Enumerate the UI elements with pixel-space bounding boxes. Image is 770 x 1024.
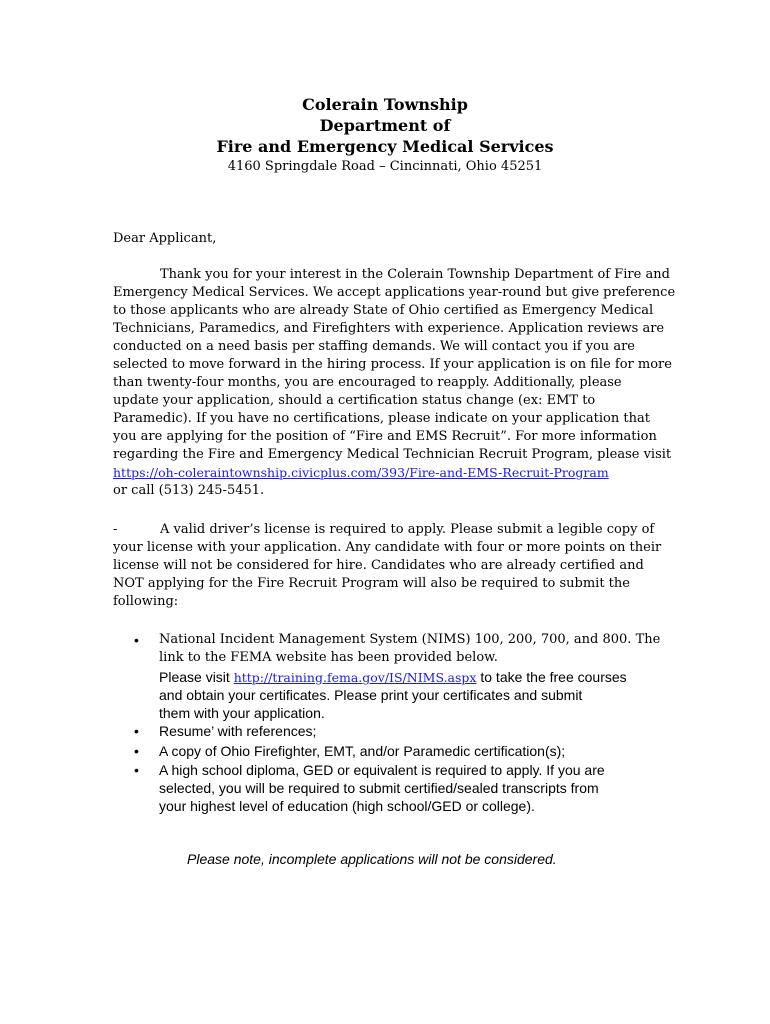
diploma-line-3: your highest level of education (high school/GED or college). bbox=[159, 798, 535, 814]
header-address: 4160 Springdale Road – Cincinnati, Ohio 45251 bbox=[227, 159, 543, 174]
nims-line-2: link to the FEMA website has been provided below. bbox=[159, 650, 498, 665]
paragraph-1-line: Emergency Medical Services. We accept applications year-round but give preference bbox=[113, 285, 676, 300]
incomplete-note: Please note, incomplete applications will not be considered. bbox=[187, 851, 557, 867]
paragraph-2-line: NOT applying for the Fire Recruit Program will also be required to submit the bbox=[113, 576, 630, 591]
paragraph-1-line: regarding the Fire and Emergency Medical Technician Recruit Program, please visit bbox=[113, 447, 672, 462]
bullet-dot: • bbox=[134, 743, 139, 759]
salutation: Dear Applicant, bbox=[113, 231, 217, 246]
header-line-1: Colerain Township bbox=[302, 95, 468, 114]
diploma-line-2: selected, you will be required to submit certified/sealed transcripts from bbox=[159, 780, 599, 796]
paragraph-1-line: than twenty-four months, you are encouraged to reapply. Additionally, please bbox=[113, 375, 622, 390]
paragraph-2-line: A valid driver’s license is required to apply. Please submit a legible copy of bbox=[160, 522, 655, 537]
paragraph-1-line: to those applicants who are already State of Ohio certified as Emergency Medical bbox=[113, 303, 654, 318]
fema-link[interactable]: http://training.fema.gov/IS/NIMS.aspx bbox=[233, 670, 477, 685]
header-line-3: Fire and Emergency Medical Services bbox=[216, 137, 554, 156]
paragraph-2-line: following: bbox=[113, 594, 179, 609]
nims-line-5: them with your application. bbox=[159, 705, 325, 721]
recruit-program-link[interactable]: https://oh-coleraintownship.civicplus.com/393/Fire-and-EMS-Recruit-Program bbox=[113, 465, 609, 480]
paragraph-1-line: you are applying for the position of “Fire and EMS Recruit”. For more information bbox=[113, 429, 657, 444]
header-line-2: Department of bbox=[319, 116, 451, 135]
paragraph-2-line: license will not be considered for hire. Candidates who are already certified and bbox=[113, 558, 644, 573]
diploma-line-1: A high school diploma, GED or equivalent is required to apply. If you are bbox=[159, 762, 605, 778]
resume-item: Resume’ with references; bbox=[159, 723, 317, 739]
phone-line: or call (513) 245-5451. bbox=[113, 483, 265, 498]
nims-line-1: National Incident Management System (NIMS) 100, 200, 700, and 800. The bbox=[159, 632, 661, 647]
certification-item: A copy of Ohio Firefighter, EMT, and/or Paramedic certification(s); bbox=[159, 743, 566, 759]
paragraph-1-line: selected to move forward in the hiring process. If your application is on file for more bbox=[113, 357, 672, 372]
paragraph-1-line: Thank you for your interest in the Colerain Township Department of Fire and bbox=[160, 267, 670, 282]
paragraph-2-line: your license with your application. Any candidate with four or more points on their bbox=[113, 540, 662, 555]
visit-suffix: to take the free courses bbox=[476, 669, 627, 685]
paragraph-1-line: conducted on a need basis per staffing demands. We will contact you if you are bbox=[113, 339, 635, 354]
dash-marker: - bbox=[113, 522, 118, 537]
bullet-dot: • bbox=[134, 632, 139, 648]
nims-visit-line bbox=[159, 668, 627, 687]
paragraph-1-line: Technicians, Paramedics, and Firefighters with experience. Application reviews are bbox=[113, 321, 665, 336]
nims-line-4: and obtain your certificates. Please print your certificates and submit bbox=[159, 687, 583, 703]
visit-prefix: Please visit bbox=[159, 669, 234, 685]
paragraph-1-line: Paramedic). If you have no certifications, please indicate on your application that bbox=[113, 411, 650, 426]
bullet-dot: • bbox=[134, 723, 139, 739]
bullet-dot: • bbox=[134, 762, 139, 778]
paragraph-1-line: update your application, should a certification status change (ex: EMT to bbox=[113, 393, 596, 408]
